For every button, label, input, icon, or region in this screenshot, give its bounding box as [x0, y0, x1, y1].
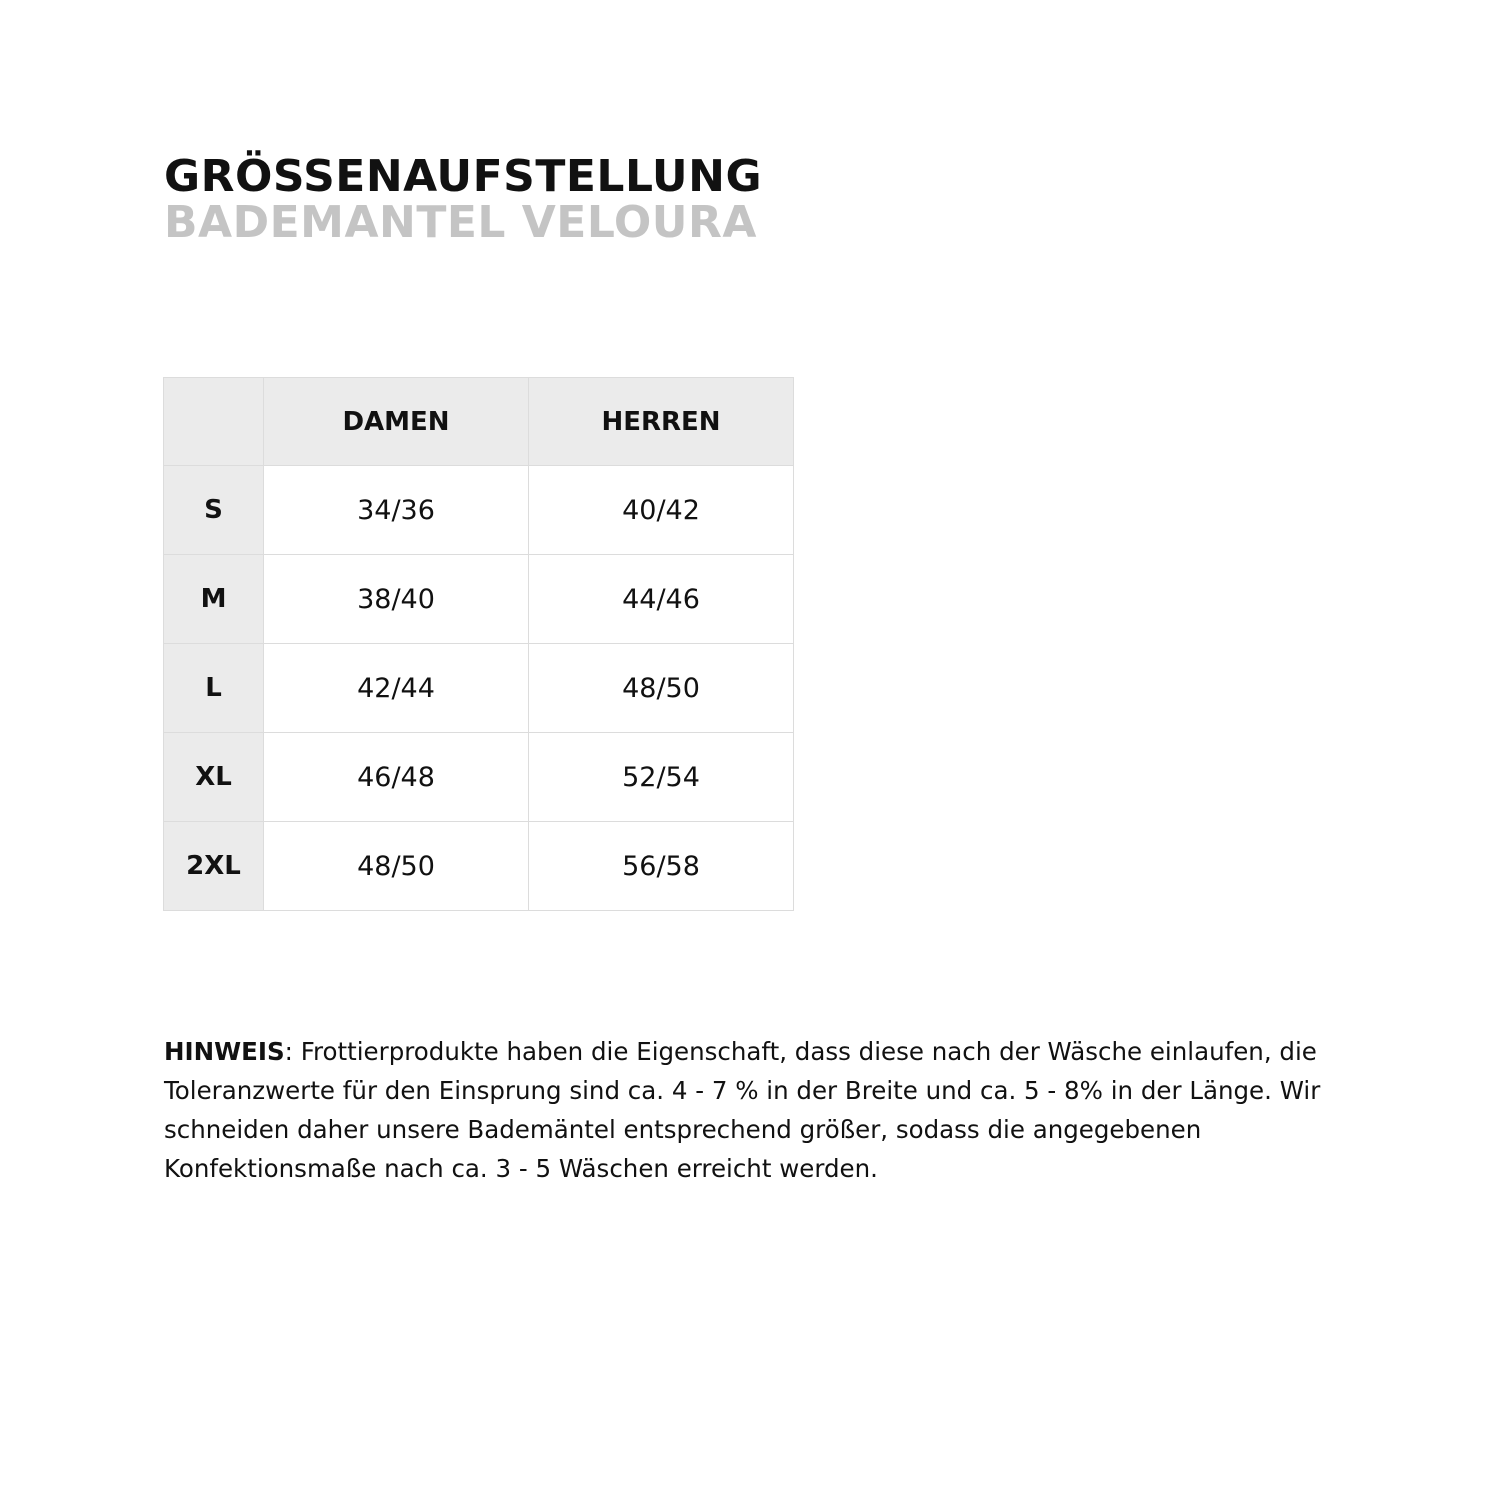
cell-damen: 46/48	[264, 733, 529, 822]
cell-damen: 34/36	[264, 466, 529, 555]
care-note	[164, 1032, 1354, 1188]
table-row	[164, 555, 794, 644]
cell-damen: 48/50	[264, 822, 529, 911]
note-label: HINWEIS	[164, 1037, 285, 1066]
cell-damen: 38/40	[264, 555, 529, 644]
page-subtitle: BADEMANTEL VELOURA	[164, 197, 757, 248]
cell-herren: 48/50	[529, 644, 794, 733]
column-header-damen: DAMEN	[264, 378, 529, 466]
row-header-size: M	[164, 555, 264, 644]
page-title: GRÖSSENAUFSTELLUNG	[164, 151, 763, 202]
column-header-herren: HERREN	[529, 378, 794, 466]
cell-herren: 40/42	[529, 466, 794, 555]
cell-herren: 52/54	[529, 733, 794, 822]
cell-damen: 42/44	[264, 644, 529, 733]
row-header-size: L	[164, 644, 264, 733]
note-text: : Frottierprodukte haben die Eigenschaft, dass diese nach der Wäsche einlaufen, die Toleranzwerte für den Einsprung sind ca. 4 - 7 % in der Breite und ca. 5 - 8% in der Länge. Wir schneiden daher unsere Bademäntel entsprechend größer, sodass die angegebenen Konfektionsmaße nach ca. 3 - 5 Wäschen erreicht werden.	[164, 1037, 1321, 1183]
table-row	[164, 466, 794, 555]
row-header-size: 2XL	[164, 822, 264, 911]
row-header-size: S	[164, 466, 264, 555]
size-table	[163, 377, 794, 911]
table-row	[164, 733, 794, 822]
cell-herren: 44/46	[529, 555, 794, 644]
cell-herren: 56/58	[529, 822, 794, 911]
table-header-row	[164, 378, 794, 466]
row-header-size: XL	[164, 733, 264, 822]
table-corner-cell	[164, 378, 264, 466]
table-row	[164, 644, 794, 733]
table-row	[164, 822, 794, 911]
title-block	[164, 152, 964, 248]
